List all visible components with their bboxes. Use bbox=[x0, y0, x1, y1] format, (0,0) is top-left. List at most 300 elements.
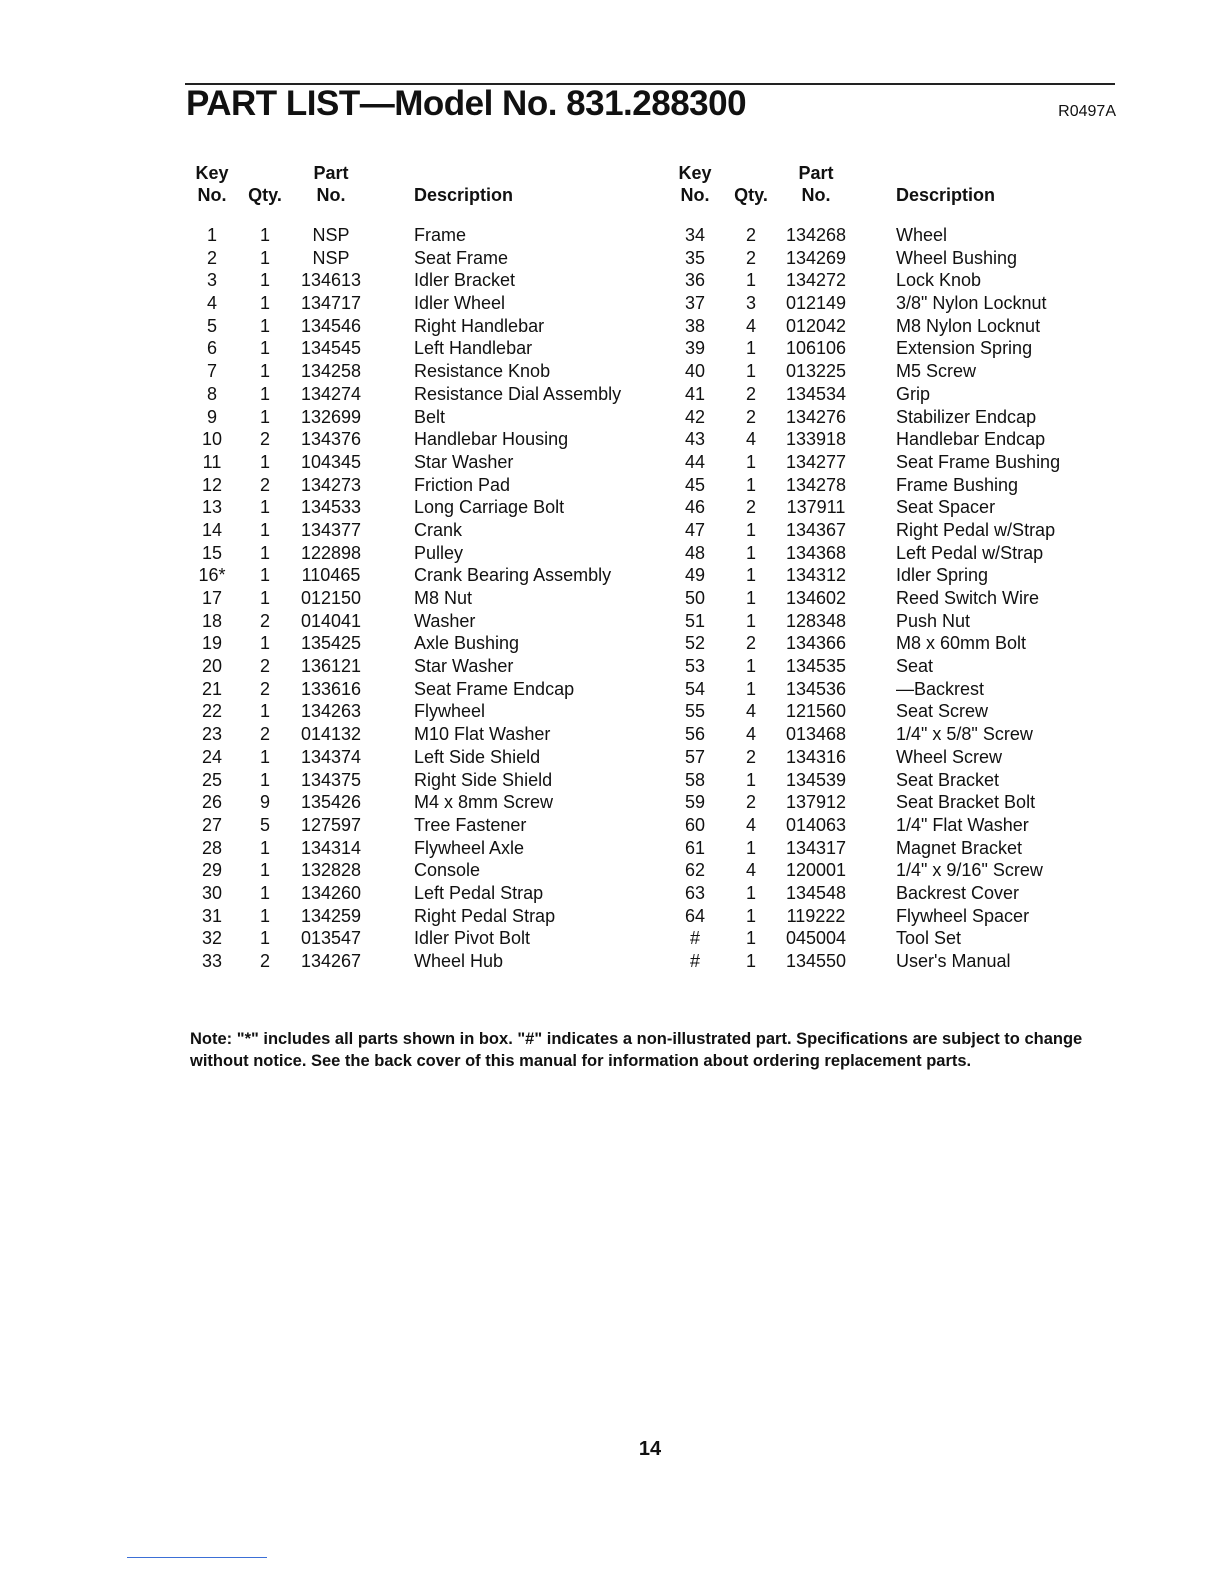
key-number: 51 bbox=[684, 610, 706, 631]
quantity: 2 bbox=[259, 474, 270, 495]
part-description: Seat Frame bbox=[414, 247, 509, 268]
part-header: Part No. bbox=[798, 163, 834, 205]
part-number: 134368 bbox=[785, 542, 847, 563]
table-row bbox=[186, 927, 664, 950]
key-number: 22 bbox=[201, 701, 223, 722]
quantity: 1 bbox=[259, 361, 270, 382]
quantity: 4 bbox=[745, 860, 756, 881]
key-number: 11 bbox=[202, 451, 222, 472]
part-number: 013468 bbox=[785, 724, 847, 745]
part-number: 134545 bbox=[300, 338, 362, 359]
key-number: 4 bbox=[206, 293, 217, 314]
part-number: 137912 bbox=[785, 792, 847, 813]
quantity: 4 bbox=[745, 724, 756, 745]
table-row bbox=[186, 224, 664, 247]
parts-rows-right bbox=[664, 224, 1116, 973]
part-number: 106106 bbox=[785, 338, 847, 359]
part-number: 134259 bbox=[300, 905, 362, 926]
table-row bbox=[186, 496, 664, 519]
part-description: Tool Set bbox=[896, 928, 962, 949]
key-number: 14 bbox=[201, 519, 223, 540]
quantity: 1 bbox=[259, 383, 270, 404]
part-description: Right Pedal w/Strap bbox=[896, 519, 1056, 540]
key-header: Key No. bbox=[678, 163, 712, 205]
quantity: 1 bbox=[745, 361, 756, 382]
part-description: Seat Bracket Bolt bbox=[896, 792, 1036, 813]
quantity: 4 bbox=[745, 429, 756, 450]
key-number: 20 bbox=[201, 656, 223, 677]
table-row bbox=[186, 519, 664, 542]
part-number: 012150 bbox=[300, 588, 362, 608]
key-number: 58 bbox=[684, 769, 706, 790]
table-row bbox=[664, 655, 1116, 678]
table-row bbox=[186, 837, 664, 860]
table-row bbox=[664, 474, 1116, 497]
quantity: 1 bbox=[745, 951, 756, 971]
key-number: 57 bbox=[684, 746, 706, 767]
table-row bbox=[664, 451, 1116, 474]
part-number: 121560 bbox=[785, 701, 847, 722]
part-description: Left Side Shield bbox=[414, 746, 541, 767]
key-number: 60 bbox=[684, 814, 706, 835]
key-number: 53 bbox=[684, 656, 706, 677]
key-number: 32 bbox=[201, 928, 223, 949]
key-number: 28 bbox=[201, 837, 223, 858]
part-description: M8 Nylon Locknut bbox=[896, 315, 1041, 336]
part-description: —Backrest bbox=[896, 678, 985, 699]
quantity: 1 bbox=[745, 451, 756, 472]
table-row bbox=[664, 769, 1116, 792]
key-number: 3 bbox=[206, 270, 217, 291]
footer-rule bbox=[127, 1557, 267, 1558]
part-number: 134536 bbox=[785, 678, 847, 699]
table-row bbox=[664, 428, 1116, 451]
part-description: Idler Wheel bbox=[414, 293, 506, 314]
table-row bbox=[186, 292, 664, 315]
part-description: Backrest Cover bbox=[896, 882, 1020, 903]
key-number: 33 bbox=[201, 951, 223, 971]
table-row bbox=[664, 587, 1116, 610]
key-number: 10 bbox=[201, 429, 223, 450]
key-number: 9 bbox=[206, 406, 217, 427]
key-number: 46 bbox=[684, 497, 706, 518]
part-description: Pulley bbox=[414, 542, 464, 563]
quantity: 2 bbox=[259, 951, 270, 971]
quantity: 1 bbox=[259, 882, 270, 903]
quantity: 1 bbox=[745, 519, 756, 540]
key-number: 31 bbox=[201, 905, 223, 926]
table-row bbox=[664, 927, 1116, 950]
table-row bbox=[664, 247, 1116, 270]
table-row bbox=[186, 474, 664, 497]
table-row bbox=[186, 337, 664, 360]
part-number: 012149 bbox=[785, 293, 847, 314]
table-row bbox=[664, 383, 1116, 406]
part-number: 134367 bbox=[785, 519, 847, 540]
quantity: 1 bbox=[745, 656, 756, 677]
quantity: 1 bbox=[745, 542, 756, 563]
key-number: 30 bbox=[201, 882, 223, 903]
key-number: 61 bbox=[684, 837, 706, 858]
table-row bbox=[186, 383, 664, 406]
key-number: 13 bbox=[201, 497, 223, 518]
table-row bbox=[664, 791, 1116, 814]
key-number: 6 bbox=[206, 338, 217, 359]
part-number: 128348 bbox=[785, 610, 847, 631]
quantity: 9 bbox=[259, 792, 270, 813]
quantity: 2 bbox=[259, 656, 270, 677]
table-row bbox=[186, 700, 664, 723]
table-row bbox=[664, 700, 1116, 723]
key-number: 23 bbox=[201, 724, 223, 745]
part-number: 134316 bbox=[785, 746, 847, 767]
part-number: 135425 bbox=[300, 633, 362, 654]
part-description: Stabilizer Endcap bbox=[896, 406, 1037, 427]
table-row bbox=[664, 723, 1116, 746]
part-description: Wheel Bushing bbox=[896, 247, 1018, 268]
part-number: 134377 bbox=[300, 519, 362, 540]
quantity: 1 bbox=[259, 746, 270, 767]
description-header: Description bbox=[896, 185, 996, 205]
quantity: 2 bbox=[259, 610, 270, 631]
quantity: 1 bbox=[745, 837, 756, 858]
quantity: 1 bbox=[259, 701, 270, 722]
part-number: 120001 bbox=[785, 860, 847, 881]
part-description: Seat Screw bbox=[896, 701, 989, 722]
table-row bbox=[664, 610, 1116, 633]
key-number: 26 bbox=[201, 792, 223, 813]
part-description: Handlebar Endcap bbox=[896, 429, 1046, 450]
part-number: 134602 bbox=[785, 588, 847, 608]
part-number: 134366 bbox=[785, 633, 847, 654]
part-number: 134535 bbox=[785, 656, 847, 677]
table-row bbox=[664, 360, 1116, 383]
part-number: 134550 bbox=[785, 951, 847, 971]
part-description: M8 x 60mm Bolt bbox=[896, 633, 1027, 654]
part-number: 013225 bbox=[785, 361, 847, 382]
quantity: 1 bbox=[259, 225, 270, 245]
quantity: 1 bbox=[745, 610, 756, 631]
part-description: Idler Bracket bbox=[414, 270, 516, 291]
key-number: 40 bbox=[684, 361, 706, 382]
key-number: 24 bbox=[201, 746, 223, 767]
part-number: 014132 bbox=[300, 724, 362, 745]
quantity: 1 bbox=[259, 451, 270, 472]
part-description: Wheel Screw bbox=[896, 746, 1003, 767]
table-row bbox=[186, 428, 664, 451]
part-description: Magnet Bracket bbox=[896, 837, 1023, 858]
part-description: Handlebar Housing bbox=[414, 429, 569, 450]
part-description: M8 Nut bbox=[414, 588, 473, 608]
key-number: 16* bbox=[198, 565, 226, 586]
part-number: 134717 bbox=[300, 293, 362, 314]
part-description: Push Nut bbox=[896, 610, 971, 631]
part-description: M10 Flat Washer bbox=[414, 724, 551, 745]
part-number: 134263 bbox=[300, 701, 362, 722]
part-number: 013547 bbox=[300, 928, 362, 949]
key-number: 55 bbox=[684, 701, 706, 722]
table-row bbox=[186, 723, 664, 746]
quantity: 2 bbox=[745, 247, 756, 268]
part-number: 132699 bbox=[300, 406, 362, 427]
part-number: 134268 bbox=[785, 225, 847, 245]
key-number: # bbox=[689, 951, 700, 971]
qty-header: Qty. bbox=[248, 185, 282, 205]
part-number: 134272 bbox=[785, 270, 847, 291]
key-number: 8 bbox=[206, 383, 217, 404]
table-row bbox=[664, 519, 1116, 542]
part-description: Seat Bracket bbox=[896, 769, 1000, 790]
quantity: 1 bbox=[259, 247, 270, 268]
quantity: 5 bbox=[259, 814, 270, 835]
part-description: Seat bbox=[896, 656, 934, 677]
quantity: 1 bbox=[745, 678, 756, 699]
part-number: 134276 bbox=[785, 406, 847, 427]
part-description: 1/4" Flat Washer bbox=[896, 814, 1029, 835]
part-number: 134546 bbox=[300, 315, 362, 336]
table-row bbox=[186, 451, 664, 474]
table-row bbox=[186, 905, 664, 928]
key-number: 59 bbox=[684, 792, 706, 813]
table-row bbox=[664, 814, 1116, 837]
part-number: 014041 bbox=[300, 610, 362, 631]
quantity: 1 bbox=[259, 588, 270, 608]
quantity: 1 bbox=[259, 837, 270, 858]
quantity: 1 bbox=[745, 905, 756, 926]
table-row bbox=[186, 406, 664, 429]
part-number: 045004 bbox=[785, 928, 847, 949]
table-row bbox=[186, 587, 664, 610]
part-description: Flywheel Spacer bbox=[896, 905, 1030, 926]
key-number: 63 bbox=[684, 882, 706, 903]
part-number: NSP bbox=[312, 225, 350, 245]
part-description: 3/8" Nylon Locknut bbox=[896, 293, 1047, 314]
part-description: M5 Screw bbox=[896, 361, 977, 382]
part-description: Resistance Knob bbox=[414, 361, 551, 382]
table-row bbox=[664, 542, 1116, 565]
part-description: Right Side Shield bbox=[414, 769, 553, 790]
part-number: 110465 bbox=[301, 565, 361, 586]
part-number: 133918 bbox=[785, 429, 847, 450]
table-row bbox=[186, 269, 664, 292]
parts-table-left bbox=[186, 156, 664, 973]
quantity: 1 bbox=[745, 928, 756, 949]
part-description: Star Washer bbox=[414, 451, 514, 472]
part-description: Frame bbox=[414, 225, 467, 245]
part-number: 134277 bbox=[785, 451, 847, 472]
table-row bbox=[664, 882, 1116, 905]
quantity: 1 bbox=[259, 293, 270, 314]
table-row bbox=[186, 814, 664, 837]
table-row bbox=[186, 632, 664, 655]
part-description: Reed Switch Wire bbox=[896, 588, 1040, 608]
part-number: 133616 bbox=[300, 678, 362, 699]
table-header bbox=[186, 156, 664, 206]
part-number: 134312 bbox=[785, 565, 847, 586]
part-description: Washer bbox=[414, 610, 476, 631]
key-number: 62 bbox=[684, 860, 706, 881]
part-number: 134274 bbox=[300, 383, 362, 404]
key-number: 37 bbox=[684, 293, 706, 314]
parts-table-right bbox=[664, 156, 1116, 973]
part-number: 134374 bbox=[300, 746, 362, 767]
quantity: 1 bbox=[259, 565, 270, 586]
part-description: Left Pedal Strap bbox=[414, 882, 544, 903]
part-description: Seat Frame Endcap bbox=[414, 678, 575, 699]
key-number: 35 bbox=[684, 247, 706, 268]
table-row bbox=[186, 564, 664, 587]
quantity: 1 bbox=[259, 633, 270, 654]
part-number: 134267 bbox=[300, 951, 362, 971]
part-description: Flywheel Axle bbox=[414, 837, 525, 858]
part-number: 134548 bbox=[785, 882, 847, 903]
quantity: 2 bbox=[745, 225, 756, 245]
quantity: 1 bbox=[745, 270, 756, 291]
part-number: 137911 bbox=[786, 497, 846, 518]
table-row bbox=[664, 950, 1116, 973]
quantity: 2 bbox=[745, 497, 756, 518]
key-number: 21 bbox=[201, 678, 223, 699]
part-description: Frame Bushing bbox=[896, 474, 1019, 495]
key-number: # bbox=[689, 928, 700, 949]
table-row bbox=[664, 224, 1116, 247]
quantity: 1 bbox=[259, 519, 270, 540]
key-number: 54 bbox=[684, 678, 706, 699]
part-number: 132828 bbox=[300, 860, 362, 881]
part-description: Right Handlebar bbox=[414, 315, 545, 336]
part-number: 136121 bbox=[300, 656, 362, 677]
part-description: Wheel Hub bbox=[414, 951, 504, 971]
table-row bbox=[664, 678, 1116, 701]
part-description: Tree Fastener bbox=[414, 814, 527, 835]
page-number: 14 bbox=[638, 1438, 662, 1460]
part-number: 134317 bbox=[785, 837, 847, 858]
key-number: 44 bbox=[684, 451, 706, 472]
part-description: Lock Knob bbox=[896, 270, 982, 291]
table-row bbox=[186, 678, 664, 701]
key-number: 25 bbox=[201, 769, 223, 790]
table-row bbox=[664, 837, 1116, 860]
table-row bbox=[186, 247, 664, 270]
quantity: 1 bbox=[745, 565, 756, 586]
quantity: 3 bbox=[745, 293, 756, 314]
part-description: Resistance Dial Assembly bbox=[414, 383, 622, 404]
key-number: 2 bbox=[206, 247, 217, 268]
part-number: 134314 bbox=[300, 837, 362, 858]
part-description: Flywheel bbox=[414, 701, 486, 722]
part-number: 134258 bbox=[300, 361, 362, 382]
quantity: 4 bbox=[745, 315, 756, 336]
quantity: 1 bbox=[745, 882, 756, 903]
table-row bbox=[664, 859, 1116, 882]
table-row bbox=[186, 859, 664, 882]
quantity: 1 bbox=[259, 542, 270, 563]
table-row bbox=[664, 406, 1116, 429]
part-number: 127597 bbox=[300, 814, 362, 835]
part-number: NSP bbox=[312, 247, 350, 268]
quantity: 2 bbox=[259, 724, 270, 745]
page-title: PART LIST—Model No. 831.288300 bbox=[186, 84, 747, 123]
key-number: 43 bbox=[684, 429, 706, 450]
table-row bbox=[664, 269, 1116, 292]
quantity: 1 bbox=[745, 338, 756, 359]
key-number: 15 bbox=[201, 542, 223, 563]
quantity: 1 bbox=[259, 406, 270, 427]
quantity: 2 bbox=[259, 678, 270, 699]
part-description: Extension Spring bbox=[896, 338, 1033, 359]
part-description: Belt bbox=[414, 406, 446, 427]
table-row bbox=[186, 315, 664, 338]
part-number: 134278 bbox=[785, 474, 847, 495]
footnote: Note: "*" includes all parts shown in box. "#" indicates a non-illustrated part. Specifications are subject to change without notice. See the back cover of this manual for information about ordering replacement parts. bbox=[190, 1030, 1083, 1070]
part-header: Part No. bbox=[313, 163, 349, 205]
part-description: Wheel bbox=[896, 225, 948, 245]
part-description: 1/4" x 5/8" Screw bbox=[896, 724, 1033, 745]
quantity: 1 bbox=[259, 270, 270, 291]
key-number: 17 bbox=[201, 588, 223, 608]
part-description: Crank Bearing Assembly bbox=[414, 565, 612, 586]
part-description: Seat Spacer bbox=[896, 497, 996, 518]
part-description: Star Washer bbox=[414, 656, 514, 677]
key-number: 39 bbox=[684, 338, 706, 359]
part-description: M4 x 8mm Screw bbox=[414, 792, 554, 813]
key-number: 52 bbox=[684, 633, 706, 654]
table-header bbox=[664, 156, 1116, 206]
table-row bbox=[186, 769, 664, 792]
key-number: 42 bbox=[684, 406, 706, 427]
part-number: 134273 bbox=[300, 474, 362, 495]
table-row bbox=[186, 655, 664, 678]
key-number: 27 bbox=[201, 814, 223, 835]
part-description: 1/4" x 9/16" Screw bbox=[896, 860, 1043, 881]
key-number: 45 bbox=[684, 474, 706, 495]
table-row bbox=[664, 292, 1116, 315]
quantity: 4 bbox=[745, 814, 756, 835]
qty-header: Qty. bbox=[734, 185, 768, 205]
part-number: 134376 bbox=[300, 429, 362, 450]
part-number: 134260 bbox=[300, 882, 362, 903]
part-number: 014063 bbox=[785, 814, 847, 835]
table-row bbox=[186, 542, 664, 565]
part-description: Friction Pad bbox=[414, 474, 511, 495]
table-row bbox=[186, 950, 664, 973]
quantity: 1 bbox=[745, 474, 756, 495]
table-row bbox=[186, 610, 664, 633]
key-number: 41 bbox=[684, 383, 706, 404]
part-description: Long Carriage Bolt bbox=[414, 497, 565, 518]
table-row bbox=[664, 496, 1116, 519]
part-description: Crank bbox=[414, 519, 463, 540]
key-number: 1 bbox=[206, 225, 217, 245]
key-number: 56 bbox=[684, 724, 706, 745]
key-number: 7 bbox=[206, 361, 217, 382]
part-number: 119222 bbox=[786, 905, 846, 926]
key-number: 29 bbox=[201, 860, 223, 881]
key-number: 5 bbox=[206, 315, 217, 336]
part-description: Seat Frame Bushing bbox=[896, 451, 1061, 472]
key-number: 49 bbox=[684, 565, 706, 586]
table-row bbox=[186, 746, 664, 769]
quantity: 1 bbox=[259, 338, 270, 359]
part-description: Grip bbox=[896, 383, 931, 404]
quantity: 4 bbox=[745, 701, 756, 722]
part-description: Left Handlebar bbox=[414, 338, 533, 359]
parts-rows-left bbox=[186, 224, 664, 973]
part-number: 012042 bbox=[785, 315, 847, 336]
document-code: R0497A bbox=[1058, 103, 1116, 120]
part-description: Axle Bushing bbox=[414, 633, 520, 654]
quantity: 2 bbox=[259, 429, 270, 450]
